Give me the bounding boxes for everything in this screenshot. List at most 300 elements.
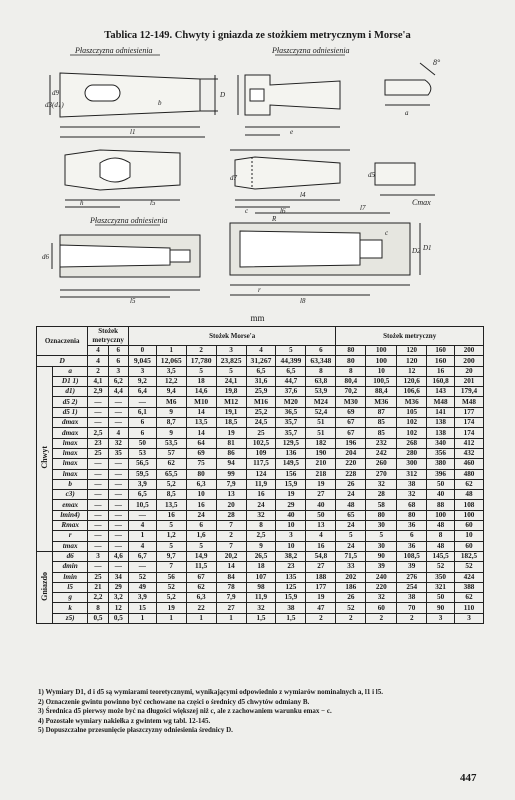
row-symbol: lmin4) <box>53 510 88 520</box>
table-cell: 50 <box>427 479 455 489</box>
size-header-cell: 80 <box>336 346 366 356</box>
shank-drawing-b <box>238 55 435 135</box>
table-cell: 5 <box>156 541 186 551</box>
table-cell: 432 <box>455 448 484 458</box>
table-cell: — <box>128 510 156 520</box>
row-symbol: lmax <box>53 448 88 458</box>
table-cell: 17,780 <box>186 356 216 366</box>
table-cell: 85 <box>366 418 397 428</box>
table-cell: 340 <box>427 438 455 448</box>
table-cell: 99 <box>216 469 246 479</box>
technical-drawings <box>40 45 480 305</box>
footnote-3: 3) Średnica d5 pierwsy może być na długości większej niż c, ale z zachowaniem warunku emax − c. <box>38 707 332 715</box>
table-cell: 2 <box>306 613 336 623</box>
socket-drawing <box>52 225 200 297</box>
table-cell: 44,7 <box>276 376 306 386</box>
table-cell: 6 <box>128 428 156 438</box>
table-cell: 177 <box>306 582 336 592</box>
table-cell: 86 <box>216 448 246 458</box>
table-cell: 160 <box>427 356 455 366</box>
socket-drawing-b <box>230 213 420 295</box>
table-cell: 11,9 <box>246 479 276 489</box>
table-cell: 1,5 <box>246 613 276 623</box>
table-cell: — <box>108 418 128 428</box>
table-cell: M6 <box>156 397 186 407</box>
table-cell: 32 <box>108 438 128 448</box>
table-cell: 1 <box>128 531 156 541</box>
table-cell: 8 <box>336 366 366 376</box>
header-morse: Stożek Morse'a <box>128 327 335 346</box>
table-cell: M48 <box>427 397 455 407</box>
header-metric-small: Stożek metryczny <box>88 327 129 346</box>
angle-label: 8° <box>433 58 441 67</box>
table-row <box>37 510 484 520</box>
table-cell: — <box>88 521 108 531</box>
table-cell: 1 <box>128 613 156 623</box>
table-cell: 16 <box>186 500 216 510</box>
table-cell: 240 <box>366 572 397 582</box>
table-cell: 13,5 <box>156 500 186 510</box>
table-cell: 260 <box>366 459 397 469</box>
table-cell: 5 <box>186 541 216 551</box>
row-symbol: lmax <box>53 469 88 479</box>
table-cell: 6,3 <box>186 593 216 603</box>
table-cell: 7,9 <box>216 479 246 489</box>
row-symbol: emax <box>53 500 88 510</box>
table-cell: 210 <box>306 459 336 469</box>
table-cell: 9,045 <box>128 356 156 366</box>
table-cell: 12,065 <box>156 356 186 366</box>
table-cell: 67 <box>336 418 366 428</box>
table-cell: 52 <box>128 572 156 582</box>
table-cell: 6,5 <box>246 366 276 376</box>
row-symbol: tmax <box>53 541 88 551</box>
footnote-2: 2) Oznaczenie gwintu powinno być cechowane na części o średnicy d5 chwytów odmiany B. <box>38 697 310 706</box>
table-cell: M10 <box>186 397 216 407</box>
table-cell: 23 <box>88 438 108 448</box>
table-cell: 3 <box>455 613 484 623</box>
table-cell: M20 <box>276 397 306 407</box>
table-cell: — <box>108 562 128 572</box>
row-symbol: r <box>53 531 88 541</box>
table-cell: 2 <box>216 531 246 541</box>
footnote-1: 1) Wymiary D1, d i d5 są wymiarami teoretycznymi, wynikającymi odpowiednio z wymiarów nominalnych a, l1 i l5. <box>38 688 383 696</box>
table-cell: 36 <box>397 521 427 531</box>
dim-label: l8 <box>300 297 306 305</box>
row-symbol: dmin <box>53 562 88 572</box>
table-cell: 19 <box>306 479 336 489</box>
table-cell: 26 <box>336 593 366 603</box>
table-cell: 48 <box>336 500 366 510</box>
table-cell: 23 <box>276 562 306 572</box>
table-cell: 7 <box>216 541 246 551</box>
table-row <box>37 418 484 428</box>
table-cell: 10 <box>276 521 306 531</box>
table-cell: 6,5 <box>276 366 306 376</box>
table-cell: 78 <box>216 582 246 592</box>
table-cell: 38,2 <box>276 551 306 561</box>
size-header-cell: 6 <box>306 346 336 356</box>
dim-label: D2 <box>412 247 421 255</box>
table-cell: 4 <box>128 541 156 551</box>
table-cell: 141 <box>427 407 455 417</box>
dim-label: l1 <box>130 128 136 136</box>
table-cell: 52,4 <box>306 407 336 417</box>
table-cell: 232 <box>366 438 397 448</box>
table-row <box>37 541 484 551</box>
table-cell: 276 <box>397 572 427 582</box>
table-cell: 3,5 <box>156 366 186 376</box>
table-row <box>37 521 484 531</box>
table-cell: 20 <box>216 500 246 510</box>
table-cell: 268 <box>397 438 427 448</box>
table-cell: 4 <box>306 531 336 541</box>
table-cell: 460 <box>455 459 484 469</box>
table-cell: 67 <box>336 428 366 438</box>
table-cell: — <box>108 397 128 407</box>
table-cell: 4,6 <box>108 551 128 561</box>
page-number: 447 <box>460 772 477 784</box>
table-cell: 102 <box>397 418 427 428</box>
dim-label: d7 <box>230 174 237 182</box>
table-cell: 8 <box>88 603 108 613</box>
table-cell: 182 <box>306 438 336 448</box>
table-cell: 75 <box>186 459 216 469</box>
table-cell: 10 <box>455 531 484 541</box>
table-cell: 2,2 <box>88 593 108 603</box>
header-metric-large: Stożek metryczny <box>336 327 484 346</box>
table-cell: 9,2 <box>128 376 156 386</box>
table-cell: 5 <box>216 366 246 376</box>
table-cell: 29 <box>108 582 128 592</box>
table-cell: 24 <box>336 541 366 551</box>
table-cell: 8 <box>427 531 455 541</box>
row-symbol: lmin <box>53 572 88 582</box>
table-row <box>37 459 484 469</box>
table-cell: — <box>88 510 108 520</box>
table-cell: 108,5 <box>397 551 427 561</box>
table-cell: 1 <box>216 613 246 623</box>
table-cell: 12,2 <box>156 376 186 386</box>
group-label-text: Gniazdo <box>40 571 50 601</box>
group-label-chwyt <box>37 366 53 551</box>
plane-label-3: Płaszczyzna odniesienia <box>90 216 168 225</box>
table-cell: 14,6 <box>186 387 216 397</box>
table-cell: 24,5 <box>246 418 276 428</box>
table-cell: 35 <box>108 448 128 458</box>
table-cell: 220 <box>366 582 397 592</box>
table-row <box>37 397 484 407</box>
table-cell: 102,5 <box>246 438 276 448</box>
table-cell: 62 <box>156 459 186 469</box>
table-cell: 31,6 <box>246 376 276 386</box>
table-cell: 4 <box>108 428 128 438</box>
footnote-5: 5) Dopuszczalne przesunięcie płaszczyzny odniesienia średnicy D. <box>38 726 233 734</box>
table-row <box>37 572 484 582</box>
size-header-cell: 100 <box>366 346 397 356</box>
size-header-cell: 2 <box>186 346 216 356</box>
table-cell: 8 <box>246 521 276 531</box>
table-cell: 13,5 <box>186 418 216 428</box>
table-cell: 108 <box>455 500 484 510</box>
table-row <box>37 438 484 448</box>
table-cell: 23,825 <box>216 356 246 366</box>
table-cell: 100,5 <box>366 376 397 386</box>
table-cell: 38 <box>276 603 306 613</box>
table-cell: 48 <box>455 490 484 500</box>
table-cell: 36 <box>397 541 427 551</box>
table-cell: 54,8 <box>306 551 336 561</box>
table-cell: 37,6 <box>276 387 306 397</box>
table-cell: 56 <box>156 572 186 582</box>
dim-label: c <box>245 207 249 215</box>
table-cell: 80 <box>336 356 366 366</box>
table-cell: 6,5 <box>128 490 156 500</box>
dimension-table <box>36 326 484 624</box>
footnote-4: 4) Pozostałe wymiary nakiełka z gwintem wg tabl. 12-145. <box>38 716 211 725</box>
table-cell: 16 <box>246 490 276 500</box>
table-cell: 107 <box>246 572 276 582</box>
table-cell: 102 <box>397 428 427 438</box>
table-cell: 8,5 <box>156 490 186 500</box>
table-cell: — <box>88 397 108 407</box>
row-symbol: dmax <box>53 418 88 428</box>
table-cell: 24 <box>246 500 276 510</box>
table-cell: 3,2 <box>108 593 128 603</box>
table-cell: 64 <box>186 438 216 448</box>
table-cell: 1,5 <box>276 613 306 623</box>
table-cell: 4 <box>128 521 156 531</box>
table-cell: 33 <box>336 562 366 572</box>
table-cell: 143 <box>427 387 455 397</box>
table-cell: 68 <box>397 500 427 510</box>
table-cell: — <box>88 407 108 417</box>
table-cell: — <box>88 469 108 479</box>
table-cell: — <box>108 541 128 551</box>
table-cell: 59,5 <box>128 469 156 479</box>
table-cell: 202 <box>336 572 366 582</box>
table-cell: 53,5 <box>156 438 186 448</box>
table-cell: 26,5 <box>246 551 276 561</box>
table-cell: 65,5 <box>156 469 186 479</box>
table-cell: 145,5 <box>427 551 455 561</box>
table-cell: 30 <box>366 521 397 531</box>
row-symbol: k <box>53 603 88 613</box>
table-row <box>37 490 484 500</box>
table-cell: 50 <box>306 510 336 520</box>
table-cell: 60 <box>366 603 397 613</box>
table-row <box>37 551 484 561</box>
table-cell: 25 <box>88 572 108 582</box>
table-cell: 69 <box>336 407 366 417</box>
table-cell: — <box>88 479 108 489</box>
table-cell: 30 <box>366 541 397 551</box>
table-row <box>37 376 484 386</box>
table-cell: 80 <box>397 510 427 520</box>
table-cell: 34 <box>108 572 128 582</box>
table-cell: 84 <box>216 572 246 582</box>
dim-label: d3(d1) <box>45 101 64 109</box>
dim-label: b <box>158 99 162 107</box>
table-row <box>37 562 484 572</box>
table-cell: 35,7 <box>276 418 306 428</box>
table-row <box>37 582 484 592</box>
table-cell: 2 <box>397 613 427 623</box>
table-cell: 138 <box>427 418 455 428</box>
size-header-cell: 120 <box>397 346 427 356</box>
table-cell: 16 <box>427 366 455 376</box>
table-cell: 110 <box>455 603 484 613</box>
dim-label: l5 <box>130 297 136 305</box>
table-cell: 11,5 <box>186 562 216 572</box>
table-cell: 29 <box>276 500 306 510</box>
table-cell: — <box>108 479 128 489</box>
table-cell: 9 <box>156 407 186 417</box>
table-cell: 38 <box>397 593 427 603</box>
table-cell: 50 <box>427 593 455 603</box>
table-cell: 3 <box>108 366 128 376</box>
table-row <box>37 387 484 397</box>
table-cell: 90 <box>366 551 397 561</box>
table-cell: — <box>88 459 108 469</box>
dim-label: l5 <box>150 199 156 207</box>
table-cell: 27 <box>306 490 336 500</box>
table-cell: 3 <box>88 551 108 561</box>
table-cell: 80 <box>366 510 397 520</box>
table-cell: 6 <box>128 418 156 428</box>
table-cell: 254 <box>397 582 427 592</box>
table-cell: 25 <box>88 448 108 458</box>
table-cell: 18,5 <box>216 418 246 428</box>
table-cell: 10,5 <box>128 500 156 510</box>
table-cell: 3 <box>276 531 306 541</box>
dim-label: D1 <box>423 244 432 252</box>
table-row <box>37 613 484 623</box>
table-cell: — <box>108 531 128 541</box>
table-cell: 7 <box>216 521 246 531</box>
table-cell: — <box>88 531 108 541</box>
table-cell: 3,9 <box>128 593 156 603</box>
group-label-gniazdo <box>37 551 53 623</box>
table-cell: 39 <box>397 562 427 572</box>
row-symbol: d5 2) <box>53 397 88 407</box>
table-cell: — <box>128 562 156 572</box>
table-cell: 26 <box>336 479 366 489</box>
table-cell: 136 <box>276 448 306 458</box>
table-cell: M30 <box>336 397 366 407</box>
table-cell: 380 <box>427 459 455 469</box>
table-row <box>37 603 484 613</box>
table-cell: 8 <box>306 366 336 376</box>
table-cell: 24 <box>336 521 366 531</box>
table-cell: 6 <box>108 356 128 366</box>
size-header-cell: 4 <box>88 346 108 356</box>
table-cell: — <box>88 490 108 500</box>
table-cell: 242 <box>366 448 397 458</box>
table-cell: 480 <box>455 469 484 479</box>
table-title: Tablica 12-149. Chwyty i gniazda ze stożkiem metrycznym i Morse'a <box>104 30 411 41</box>
table-cell: 1,2 <box>156 531 186 541</box>
size-header-cell: 200 <box>455 346 484 356</box>
table-cell: 52 <box>455 562 484 572</box>
footnotes <box>38 688 484 736</box>
table-cell: 9,4 <box>156 387 186 397</box>
table-cell: 25,2 <box>246 407 276 417</box>
table-cell: — <box>128 397 156 407</box>
table-cell: 13 <box>306 521 336 531</box>
dim-label: D <box>220 91 226 99</box>
table-cell: 32 <box>246 603 276 613</box>
table-cell: 280 <box>397 448 427 458</box>
table-cell: 52 <box>156 582 186 592</box>
table-cell: 15,9 <box>276 593 306 603</box>
table-cell: — <box>88 418 108 428</box>
table-cell: 11,9 <box>246 593 276 603</box>
unit-label: mm <box>250 313 265 323</box>
table-cell: 2,5 <box>246 531 276 541</box>
dim-label: d5 <box>368 171 375 179</box>
table-cell: 48 <box>427 521 455 531</box>
table-cell: M36 <box>366 397 397 407</box>
table-cell: — <box>88 500 108 510</box>
table-cell: 85 <box>366 428 397 438</box>
row-symbol: lmax <box>53 438 88 448</box>
table-cell: 129,5 <box>276 438 306 448</box>
table-cell: 19 <box>306 593 336 603</box>
table-cell: 56,5 <box>128 459 156 469</box>
table-cell: 300 <box>397 459 427 469</box>
table-cell: — <box>88 562 108 572</box>
table-cell: — <box>108 521 128 531</box>
table-cell: 27 <box>216 603 246 613</box>
table-cell: 220 <box>336 459 366 469</box>
dim-label: l6 <box>280 207 286 215</box>
size-header-cell: 0 <box>128 346 156 356</box>
dim-label: l4 <box>300 191 306 199</box>
table-cell: 228 <box>336 469 366 479</box>
table-cell: 19 <box>276 490 306 500</box>
table-cell: 9,7 <box>156 551 186 561</box>
table-cell: 8,7 <box>156 418 186 428</box>
row-symbol: lmax <box>53 459 88 469</box>
table-cell: 5 <box>156 521 186 531</box>
table-cell: 18 <box>186 376 216 386</box>
table-cell: 24 <box>186 510 216 520</box>
row-symbol: dmax <box>53 428 88 438</box>
table-cell: 138 <box>427 428 455 438</box>
table-cell: 100 <box>427 510 455 520</box>
table-cell: 32 <box>366 593 397 603</box>
table-cell: 424 <box>455 572 484 582</box>
table-cell: 179,4 <box>455 387 484 397</box>
table-cell: 10 <box>276 541 306 551</box>
table-cell: 6 <box>397 531 427 541</box>
table-cell: 5 <box>186 366 216 376</box>
table-cell: 201 <box>455 376 484 386</box>
table-cell: — <box>108 490 128 500</box>
table-cell: 388 <box>455 582 484 592</box>
table-cell: 174 <box>455 418 484 428</box>
table-cell: 10 <box>366 366 397 376</box>
dim-label: h <box>80 199 84 207</box>
table-cell: 39 <box>366 562 397 572</box>
table-cell: 70 <box>397 603 427 613</box>
table-cell: 5,2 <box>156 479 186 489</box>
table-cell: 190 <box>306 448 336 458</box>
table-cell: 160,8 <box>427 376 455 386</box>
table-cell: 24,1 <box>216 376 246 386</box>
table-cell: 2,5 <box>88 428 108 438</box>
